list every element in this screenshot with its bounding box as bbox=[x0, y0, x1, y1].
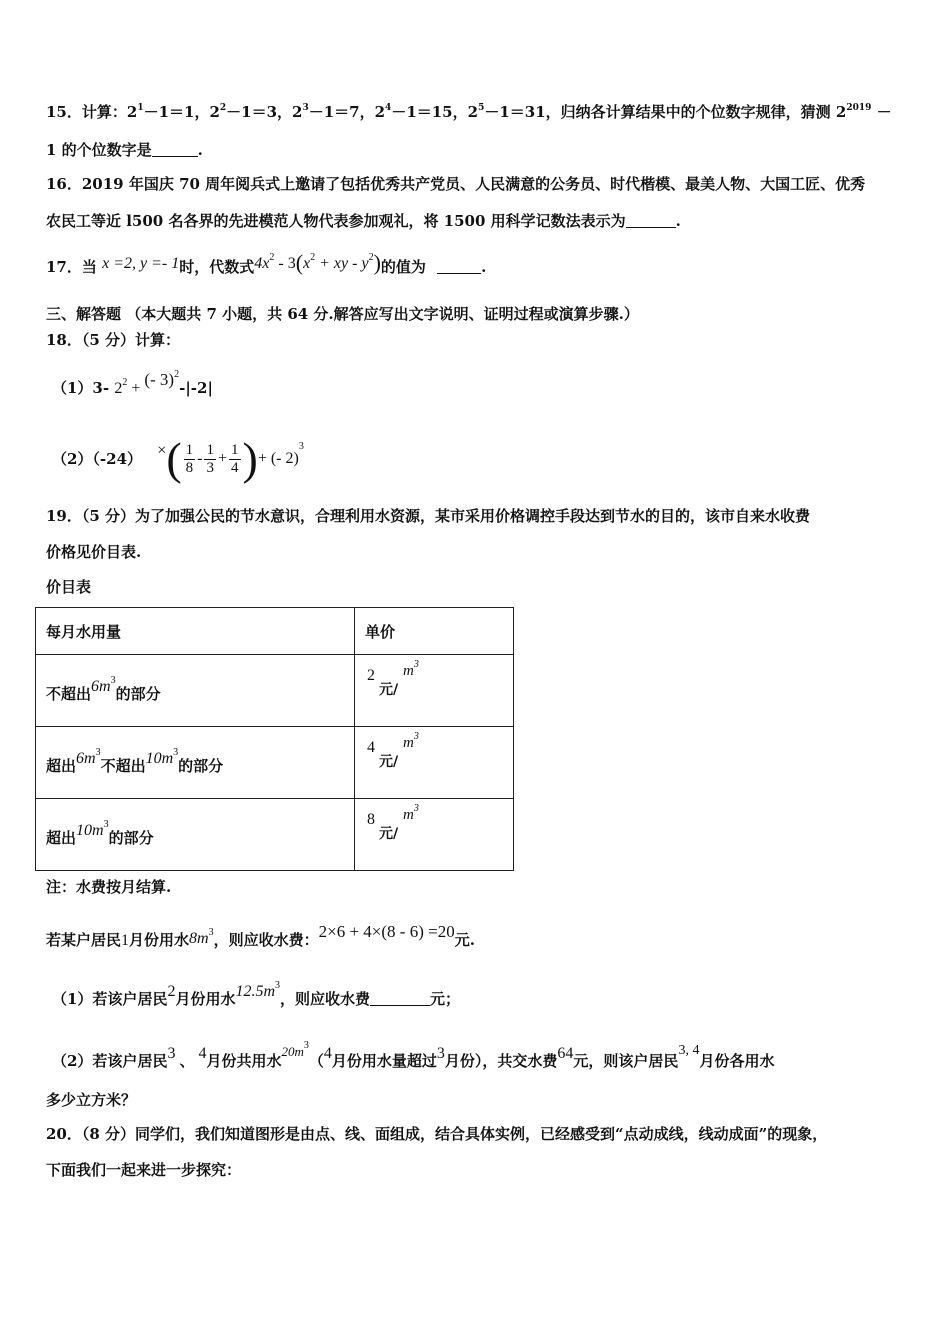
row1-unit-text: m bbox=[403, 663, 414, 679]
q19-s2-fee: 64 bbox=[557, 1045, 574, 1062]
q15-e3-base: 2 bbox=[292, 103, 303, 121]
q15-e3-rest: －1＝7， bbox=[308, 103, 375, 121]
q17-line bbox=[46, 250, 487, 277]
q15-line2 bbox=[46, 140, 203, 160]
row2-v2-text: 10m bbox=[145, 749, 174, 767]
q17-sq3: 2 bbox=[368, 252, 374, 263]
q18-p1-base: (- 3) bbox=[144, 370, 175, 389]
table-row bbox=[36, 727, 514, 799]
q17-condition: x =2, y =- 1 bbox=[102, 255, 180, 272]
q15-tail-minus: － bbox=[876, 103, 892, 121]
row2-price-yuan: 元/ bbox=[379, 754, 399, 770]
q15-e5-base: 2 bbox=[467, 103, 479, 121]
q18-p2-frac3 bbox=[229, 442, 241, 477]
q16-answer-blank[interactable] bbox=[626, 213, 676, 228]
q15-e1-rest: －1＝1， bbox=[143, 103, 210, 121]
q19-s1-end: 元； bbox=[430, 990, 461, 1008]
row2-post: 的部分 bbox=[178, 756, 224, 775]
q18-p2-frac1-den: 8 bbox=[185, 459, 194, 476]
q19-s1-post: ，则应收水费 bbox=[280, 990, 371, 1008]
q17-number: 17．当 bbox=[46, 258, 97, 276]
q15-answer-blank[interactable] bbox=[152, 142, 198, 157]
q17-expr-b: - 3 bbox=[274, 255, 296, 272]
q18-p2-paren-open: ( bbox=[166, 433, 182, 484]
row3-v1-cube: 3 bbox=[103, 818, 109, 830]
q16-line1: 16．2019 年国庆 70 周年阅兵式上邀请了包括优秀共产党员、人民满意的公务员、时代楷模、最美人物、大国工匠、优秀 bbox=[46, 175, 866, 193]
price-table-header-row bbox=[36, 608, 514, 655]
q18-p2-frac1-num: 1 bbox=[185, 441, 194, 458]
q19-note: 注：水费按月结算. bbox=[46, 878, 172, 896]
q19-s2-mid: 月份共用水 bbox=[206, 1052, 282, 1070]
q19-s2-months: 3, 4 bbox=[678, 1043, 700, 1058]
q19-sub1 bbox=[52, 982, 460, 1009]
row1-price-yuan: 元/ bbox=[379, 682, 399, 698]
row1-pre: 不超出 bbox=[46, 684, 92, 703]
q19-example-post: ，则应收水费： bbox=[213, 931, 319, 949]
q18-p1-exp: 2 bbox=[122, 377, 128, 388]
q17-paren-open: ( bbox=[295, 250, 304, 275]
q15-e2-exp: 2 bbox=[219, 103, 227, 113]
row3-price-num: 8 bbox=[367, 811, 375, 828]
q19-example-month: 1 bbox=[121, 932, 130, 949]
q17-answer-blank[interactable] bbox=[437, 259, 481, 274]
q19-line1: 19．（5 分）为了加强公民的节水意识，合理利用水资源，某市采用价格调控手段达到节水的目的，该市自来水收费 bbox=[46, 507, 811, 525]
q15-e5-rest: －1＝31， bbox=[484, 103, 561, 121]
q17-expr-a: 4x bbox=[254, 255, 270, 272]
q19-s1-month: 2 bbox=[167, 983, 176, 1000]
q15-e3-exp: 3 bbox=[302, 103, 309, 113]
q17-inner-b: + xy - y bbox=[315, 255, 369, 272]
q19-s1-mid: 月份用水 bbox=[175, 990, 236, 1008]
q15-tail-exp: 2019 bbox=[846, 103, 872, 113]
q19-s2-paren-close: 月份），共交水费 bbox=[444, 1052, 558, 1070]
q18-p2-minus: - bbox=[197, 450, 203, 467]
section3-heading: 三、解答题 （本大题共 7 小题，共 64 分.解答应写出文字说明、证明过程或演算步骤.） bbox=[46, 305, 639, 323]
row3-unit-text: m bbox=[403, 807, 414, 823]
q19-s2-ask: 月份各用水 bbox=[699, 1052, 775, 1070]
q19-s2-cond: 月份用水量超过 bbox=[331, 1052, 437, 1070]
q19-example-expr: 2×6 + 4×(8 - 6) =20 bbox=[318, 922, 455, 941]
row2-mid: 不超出 bbox=[100, 756, 146, 775]
q18-p2-times: × bbox=[157, 442, 167, 459]
q18-p2-tail-exp: 3 bbox=[298, 441, 304, 452]
q16-end: . bbox=[675, 212, 681, 230]
row3-price-yuan: 元/ bbox=[379, 826, 399, 842]
row1-price bbox=[365, 655, 513, 726]
q18-p1-base-group bbox=[144, 370, 179, 391]
q15-number: 15．计算： bbox=[46, 103, 127, 121]
q19-s2-vol-cube: 3 bbox=[303, 1040, 309, 1051]
q19-s2-sep: 、 bbox=[179, 1052, 195, 1070]
price-table-usage-cell bbox=[36, 799, 355, 871]
q15-e2-rest: －1＝3， bbox=[226, 103, 293, 121]
q15-line1 bbox=[46, 102, 892, 122]
q15-e4-base: 2 bbox=[374, 103, 386, 121]
price-table bbox=[35, 607, 514, 871]
row2-v2-cube: 3 bbox=[173, 746, 179, 758]
q19-s2-paren-open: （ bbox=[308, 1052, 324, 1070]
q18-p2-frac3-den: 4 bbox=[231, 459, 239, 476]
q18-part2 bbox=[52, 428, 304, 482]
q19-s2-after: 元，则该户居民 bbox=[573, 1052, 679, 1070]
q19-example-vol-cube: 3 bbox=[208, 927, 214, 938]
q18-part1 bbox=[52, 370, 213, 399]
q17-paren-close: ) bbox=[373, 250, 381, 275]
q19-example-vol bbox=[189, 929, 214, 949]
q18-p2-frac2-num: 1 bbox=[206, 441, 214, 458]
q18-p2-paren-close: ) bbox=[242, 433, 258, 484]
q17-sq2: 2 bbox=[310, 252, 316, 263]
row2-v1-text: 6m bbox=[76, 749, 96, 767]
row1-v1-cube: 3 bbox=[110, 674, 116, 686]
row3-v1-text: 10m bbox=[76, 821, 104, 839]
row2-price-unit bbox=[403, 731, 419, 752]
q20-line1: 20．（8 分）同学们，我们知道图形是由点、线、面组成，结合具体实例，已经感受到“点动成线，线动成面”的现象， bbox=[46, 1125, 828, 1143]
q19-example-vol-text: 8m bbox=[189, 930, 209, 947]
row2-v1-cube: 3 bbox=[95, 746, 101, 758]
q19-s2-pre: （2）若该户居民 bbox=[52, 1052, 168, 1070]
q19-example-mid: 月份用水 bbox=[129, 931, 190, 949]
row3-unit-cube: 3 bbox=[413, 803, 419, 814]
q17-end: . bbox=[481, 258, 487, 276]
q17-after: 的值为 bbox=[380, 258, 426, 276]
q15-e2-base: 2 bbox=[209, 103, 220, 121]
row2-price bbox=[365, 727, 513, 798]
row2-unit-cube: 3 bbox=[413, 731, 419, 742]
row1-price-unit bbox=[403, 659, 419, 680]
q15-e1-exp: 1 bbox=[137, 103, 144, 113]
q19-sub2 bbox=[52, 1041, 774, 1071]
q15-e1-base: 2 bbox=[126, 103, 138, 121]
q18-p2-plus: + bbox=[217, 450, 227, 467]
price-table-price-cell bbox=[355, 655, 514, 727]
q15-end: . bbox=[197, 141, 203, 159]
q16-line2 bbox=[46, 211, 681, 231]
q19-line2: 价格见价目表. bbox=[46, 543, 142, 561]
q19-s2-vol-text: 20m bbox=[281, 1044, 304, 1059]
row3-post: 的部分 bbox=[108, 828, 154, 847]
q18-p2-frac2-den: 3 bbox=[206, 459, 214, 476]
row1-post: 的部分 bbox=[115, 684, 161, 703]
row3-pre: 超出 bbox=[46, 828, 77, 847]
price-table-price-cell bbox=[355, 727, 514, 799]
q17-inner-a: x bbox=[303, 255, 311, 272]
row1-v1 bbox=[91, 674, 116, 696]
q17-mid: 时，代数式 bbox=[179, 258, 255, 276]
q18-p2-label: （2）（-24） bbox=[52, 450, 143, 468]
row1-price-num: 2 bbox=[367, 667, 375, 684]
price-table-price-cell bbox=[355, 799, 514, 871]
q19-s2-vol bbox=[281, 1042, 308, 1062]
q18-p1-tail: -|-2| bbox=[179, 379, 213, 397]
q18-p1-plus: + bbox=[127, 380, 145, 397]
q18-title: 18．（5 分）计算： bbox=[46, 331, 181, 349]
row2-v1 bbox=[76, 746, 101, 768]
q16-line2-text: 农民工等近 l500 名各界的先进模范人物代表参加观礼，将 1500 用科学记数法表示为 bbox=[46, 212, 626, 230]
q17-sq1: 2 bbox=[269, 252, 275, 263]
row2-pre: 超出 bbox=[46, 756, 77, 775]
q15-e4-exp: 4 bbox=[385, 103, 392, 113]
q19-table-title: 价目表 bbox=[46, 578, 92, 596]
row1-unit-cube: 3 bbox=[413, 659, 419, 670]
row3-price-unit bbox=[403, 803, 419, 824]
row3-price bbox=[365, 799, 513, 870]
price-table-usage-cell bbox=[36, 727, 355, 799]
q19-s1-vol-cube: 3 bbox=[275, 980, 281, 991]
q15-e4-rest: －1＝15， bbox=[391, 103, 468, 121]
q15-tail: 归纳各计算结果中的个位数字规律，猜测 2 bbox=[560, 103, 847, 121]
q17-expression bbox=[254, 250, 381, 275]
q15-line2-text: 1 的个位数字是 bbox=[46, 141, 152, 159]
q19-example bbox=[46, 922, 475, 951]
price-table-usage-cell bbox=[36, 655, 355, 727]
q19-s2-m4: 3 bbox=[436, 1045, 445, 1062]
row2-v2 bbox=[145, 746, 179, 768]
table-row bbox=[36, 799, 514, 871]
row1-v1-text: 6m bbox=[91, 677, 111, 695]
q18-p2-frac2 bbox=[204, 442, 216, 477]
q18-p1-base-exp: 2 bbox=[174, 369, 180, 380]
q19-s1-answer-blank[interactable] bbox=[370, 991, 430, 1006]
q18-p2-frac3-num: 1 bbox=[231, 441, 239, 458]
table-row bbox=[36, 655, 514, 727]
q18-p2-tail: + (- 2) bbox=[257, 450, 299, 467]
row2-unit-text: m bbox=[403, 735, 414, 751]
q19-s2-m2: 4 bbox=[198, 1045, 207, 1062]
q19-s2-m1: 3 bbox=[167, 1045, 176, 1062]
q19-s1-vol-text: 12.5m bbox=[235, 983, 276, 1000]
price-table-header-price: 单价 bbox=[355, 608, 514, 655]
price-table-header-usage: 每月水用量 bbox=[36, 608, 355, 655]
q19-sub2-line2: 多少立方米？ bbox=[46, 1091, 137, 1109]
q20-line2: 下面我们一起来进一步探究： bbox=[46, 1161, 242, 1179]
q19-s2-m3: 4 bbox=[323, 1045, 332, 1062]
q19-example-pre: 若某户居民 bbox=[46, 931, 122, 949]
q19-example-end: 元. bbox=[454, 931, 475, 949]
q15-e5-exp: 5 bbox=[478, 103, 485, 113]
row2-price-num: 4 bbox=[367, 739, 375, 756]
q18-p1-two: 2 bbox=[114, 380, 123, 397]
q19-s1-vol bbox=[235, 982, 280, 1002]
q19-s1-pre: （1）若该户居民 bbox=[52, 990, 168, 1008]
row3-v1 bbox=[76, 818, 109, 840]
q18-p2-frac1 bbox=[184, 442, 196, 477]
q18-p1-label: （1）3- bbox=[52, 379, 115, 397]
